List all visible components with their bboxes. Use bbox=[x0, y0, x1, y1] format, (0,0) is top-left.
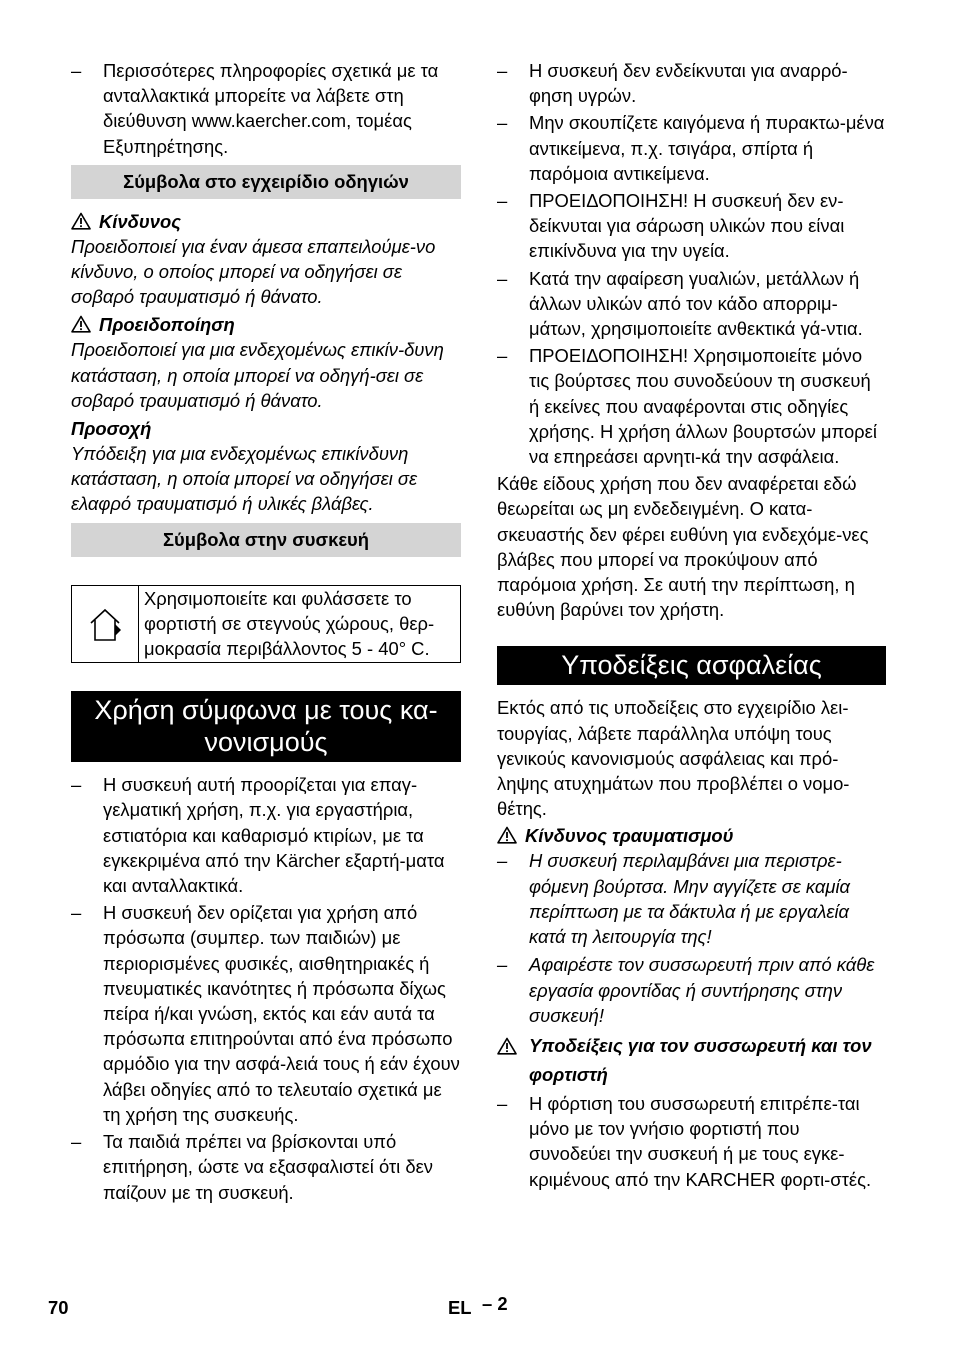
right-column bbox=[497, 58, 886, 1194]
list-item bbox=[497, 952, 886, 1028]
language-code: EL bbox=[448, 1297, 472, 1318]
list-item bbox=[497, 343, 886, 469]
warning-triangle-icon bbox=[71, 314, 91, 332]
list-dash: – bbox=[71, 774, 82, 796]
list-item bbox=[497, 188, 886, 264]
list-dash: – bbox=[497, 850, 508, 872]
danger-title: Κίνδυνος bbox=[99, 210, 181, 232]
list-item-text: ΠΡΟΕΙΔΟΠΟΙΗΣΗ! Χρησιμοποιείτε μόνο τις βούρτσες που συνοδεύουν τη συσκευή ή εκείνες που αναφέρονται στις οδηγίες χρήσης. Η χρήση άλλων βουρτσών μπορεί να επηρεάσει αρνητι-κά την ασφάλεια. bbox=[529, 345, 877, 468]
symbol-description: Χρησιμοποιείτε και φυλάσσετε το φορτιστή σε στεγνούς χώρους, θερ-μοκρασία περιβάλλοντος 5 - 40° C. bbox=[144, 587, 435, 660]
caution-text: Υπόδειξη για μια ενδεχομένως επικίνδυνη κατάσταση, η οποία μπορεί να οδηγήσει σε ελαφρό τραυματισμό ή υλικές βλάβες. bbox=[71, 443, 418, 515]
list-item-text: Η συσκευή δεν ορίζεται για χρήση από πρόσωπα (συμπερ. των παιδιών) με περιορισμένες φυσικές, αισθητηριακές ή πνευματικές ικανότητες ή πρόσωπα δίχως πείρα ή/και γνώση, εκτός και εάν αυτά τα πρόσωπα επιτηρούνται από ένα πρόσωπο αρμόδιο για την ασφά-λειά τους ή εάν έχουν λάβει οδηγίες από το τελευταίο σχετικά με τη χρήση της συσκευής. bbox=[103, 902, 460, 1125]
list-item-text: Η συσκευή περιλαμβάνει μια περιστρε-φόμενη βούρτσα. Μην αγγίζετε σε καμία περίπτωση με τα δάκτυλα ή με εργαλεία κατά τη λειτουργία της! bbox=[529, 850, 851, 948]
list-dash: – bbox=[497, 345, 508, 367]
list-item bbox=[71, 1129, 461, 1205]
list-item bbox=[71, 900, 461, 1127]
list-item bbox=[71, 58, 461, 159]
list-item-text: Η συσκευή δεν ενδείκνυται για αναρρό-φηση υγρών. bbox=[529, 60, 848, 107]
list-item bbox=[497, 266, 886, 342]
list-item-text: Κατά την αφαίρεση γυαλιών, μετάλλων ή άλλων υλικών από τον κάδο απορριμ-μάτων, χρησιμοποιείτε ανθεκτικά γά-ντια. bbox=[529, 267, 863, 340]
list-item-text: Η συσκευή αυτή προορίζεται για επαγ-γελματική χρήση, π.χ. για εργαστήρια, εστιατόρια και καθαρισμό κτιρίων, με τα εγκεκριμένα από την Kärcher εξαρτή-ματα και ανταλλακτικά. bbox=[103, 774, 445, 897]
warning-title: Προειδοποίηση bbox=[99, 314, 235, 336]
symbol-table bbox=[71, 585, 461, 664]
list-dash: – bbox=[497, 112, 508, 134]
safety-intro: Εκτός από τις υποδείξεις στο εγχειρίδιο λει-τουργίας, λάβετε παράλληλα υπόψη τους γενικούς κανονισμούς ασφάλειας και πρό-ληψης ατυχημάτων που προβλέπει ο νομο-θέτης. bbox=[497, 697, 850, 820]
injury-heading bbox=[497, 823, 886, 848]
warning-triangle-icon bbox=[497, 825, 517, 843]
danger-heading bbox=[71, 209, 461, 234]
indoor-use-icon bbox=[72, 586, 139, 663]
battery-heading bbox=[497, 1031, 886, 1089]
warning-heading bbox=[71, 312, 461, 337]
list-item-text: ΠΡΟΕΙΔΟΠΟΙΗΣΗ! Η συσκευή δεν εν-δείκνυται για σάρωση υλικών που είναι επικίνδυνα για την υγεία. bbox=[529, 190, 845, 262]
symbols-manual-heading: Σύμβολα στο εγχειρίδιο οδηγιών bbox=[71, 165, 461, 199]
list-item-text: Τα παιδιά πρέπει να βρίσκονται υπό επιτήρηση, ώστε να εξασφαλιστεί ότι δεν παίζουν με τη συσκευή. bbox=[103, 1131, 433, 1203]
page-number: 70 bbox=[48, 1297, 69, 1318]
warning-text: Προειδοποιεί για μια ενδεχομένως επικίν-δυνη κατάσταση, η οποία μπορεί να οδηγή-σει σε σοβαρό τραυματισμό ή θάνατο. bbox=[71, 339, 444, 411]
battery-title: Υποδείξεις για τον συσσωρευτή και τον φορτιστή bbox=[529, 1034, 872, 1085]
list-dash: – bbox=[497, 954, 508, 976]
danger-text: Προειδοποιεί για έναν άμεσα επαπειλούμε-νο κίνδυνο, ο οποίος μπορεί να οδηγήσει σε σοβαρό τραυματισμό ή θάνατο. bbox=[71, 235, 436, 308]
list-dash: – bbox=[497, 1092, 508, 1114]
list-item-text: Μην σκουπίζετε καιγόμενα ή πυρακτω-μένα αντικείμενα, π.χ. τσιγάρα, σπίρτα ή παρόμοια αντικείμενα. bbox=[529, 112, 885, 184]
list-item bbox=[497, 1091, 886, 1192]
list-item-text: Αφαιρέστε τον συσσωρευτή πριν από κάθε εργασία φροντίδας ή συντήρησης στην συσκευή! bbox=[529, 954, 875, 1026]
caution-heading bbox=[71, 416, 461, 441]
symbols-device-heading: Σύμβολα στην συσκευή bbox=[71, 523, 461, 557]
list-item bbox=[71, 772, 461, 898]
left-column bbox=[71, 58, 461, 1207]
proper-use-heading: Χρήση σύμφωνα με τους κα-νονισμούς bbox=[71, 691, 461, 762]
list-dash: – bbox=[71, 1131, 82, 1153]
list-dash: – bbox=[71, 902, 82, 924]
injury-title: Κίνδυνος τραυματισμού bbox=[525, 825, 734, 847]
sub-page-number: – 2 bbox=[482, 1293, 508, 1314]
list-item bbox=[497, 848, 886, 949]
warning-triangle-icon bbox=[497, 1034, 517, 1052]
safety-heading: Υποδείξεις ασφαλείας bbox=[497, 646, 886, 685]
list-dash: – bbox=[497, 267, 508, 289]
warning-triangle-icon bbox=[71, 211, 91, 229]
list-item-text: Η φόρτιση του συσσωρευτή επιτρέπε-ται μόνο με τον γνήσιο φορτιστή που συνοδεύει την συσκευή ή με τους εγκε-κριμένους από την KARCHER φορτι-στές. bbox=[529, 1092, 872, 1190]
list-dash: – bbox=[497, 60, 508, 81]
list-dash: – bbox=[497, 190, 508, 212]
list-item bbox=[497, 110, 886, 186]
spare-parts-info: Περισσότερες πληροφορίες σχετικά με τα ανταλλακτικά μπορείτε να λάβετε στη διεύθυνση www.kaercher.com, τομέας Εξυπηρέτησης. bbox=[103, 60, 439, 157]
list-item bbox=[497, 58, 886, 108]
misuse-paragraph: Κάθε είδους χρήση που δεν αναφέρεται εδώ θεωρείται ως μη ενδεδειγμένη. Ο κατα-σκευαστής δεν φέρει ευθύνη για ενδεχόμε-νες βλάβες που μπορεί να προκύψουν από παρόμοια χρήση. Σε αυτή την περίπτωση, η ευθύνη βαρύνει τον χρήστη. bbox=[497, 473, 869, 621]
caution-title: Προσοχή bbox=[71, 418, 152, 440]
list-dash: – bbox=[71, 60, 82, 81]
